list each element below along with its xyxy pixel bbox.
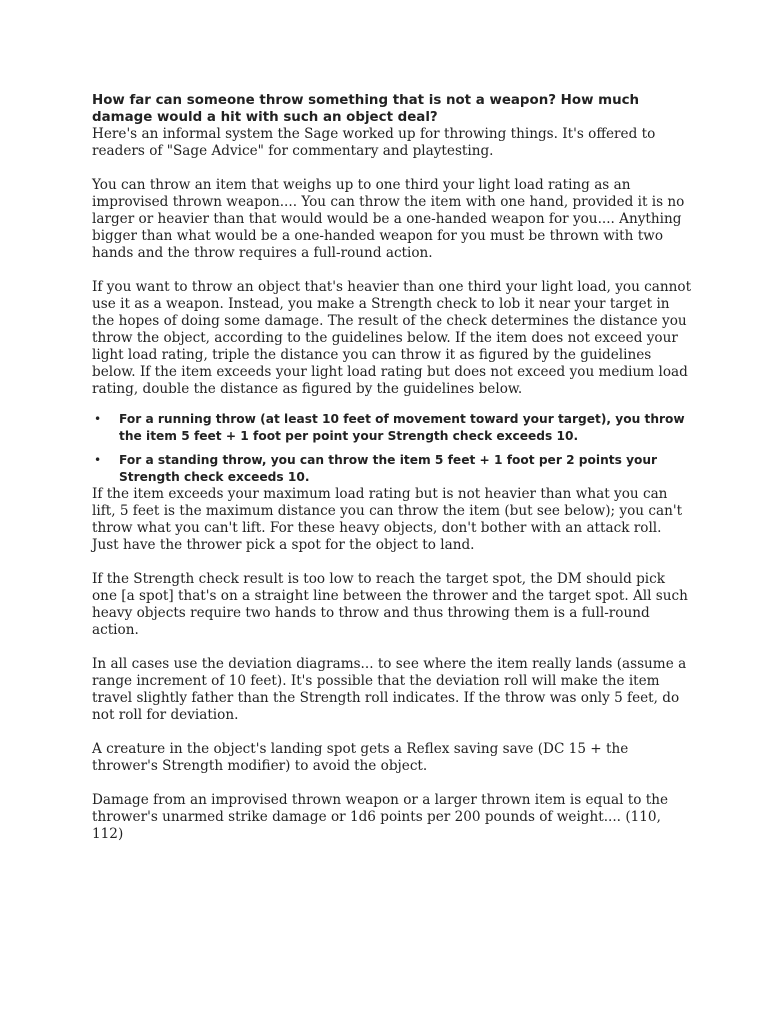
damage-paragraph: Damage from an improvised thrown weapon or a larger thrown item is equal to the thrower's unarmed strike damage or 1d6 points per 200 pounds of weight.... (110, 112) [92, 792, 668, 842]
intro-paragraph: Here's an informal system the Sage worked up for throwing things. It's offered to readers of "Sage Advice" for commentary and playtesting. [92, 126, 656, 159]
standing-throw-rule: For a standing throw, you can throw the item 5 feet + 1 foot per 2 points your Strength check exceeds 10. [119, 453, 658, 484]
running-throw-rule: For a running throw (at least 10 feet of movement toward your target), you throw the item 5 feet + 1 foot per point your Strength check exceeds 10. [119, 412, 685, 443]
throw-rules-list [92, 411, 692, 486]
bullet-icon: • [94, 412, 102, 426]
heavy-object-paragraph: If the item exceeds your maximum load rating but is not heavier than what you can lift, 5 feet is the maximum distance you can throw the item (but see below); you can't throw what you can't lift. For these heavy objects, don't bother with an attack roll. Just have the thrower pick a spot for the object to land. [92, 486, 683, 553]
question-heading: How far can someone throw something that is not a weapon? How much damage would a hit with such an object deal? [92, 93, 640, 125]
low-strength-paragraph: If the Strength check result is too low to reach the target spot, the DM should pick one [a spot] that's on a straight line between the thrower and the target spot. All such heavy objects require two hands to throw and thus throwing them is a full-round action. [92, 571, 688, 638]
list-item [92, 411, 692, 445]
deviation-paragraph: In all cases use the deviation diagrams... to see where the item really lands (assume a range increment of 10 feet). It's possible that the deviation roll will make the item travel slightly father than the Strength roll indicates. If the throw was only 5 feet, do not roll for deviation. [92, 656, 687, 723]
strength-check-paragraph: If you want to throw an object that's heavier than one third your light load, you cannot use it as a weapon. Instead, you make a Strength check to lob it near your target in the hopes of doing some damage. The result of the check determines the distance you throw the object, according to the guidelines below. If the item does not exceed your light load rating, triple the distance you can throw it as figured by the guidelines below. If the item exceeds your light load rating but does not exceed you medium load rating, double the distance as figured by the guidelines below. [92, 279, 692, 397]
document-page [92, 92, 692, 860]
list-item [92, 452, 692, 486]
improvised-weapon-paragraph: You can throw an item that weighs up to one third your light load rating as an improvised thrown weapon.... You can throw the item with one hand, provided it is no larger or heavier than that would would be a one-handed weapon for you.... Anything bigger than what would be a one-handed weapon for you must be thrown with two hands and the throw requires a full-round action. [92, 177, 685, 261]
reflex-save-paragraph: A creature in the object's landing spot gets a Reflex saving save (DC 15 + the thrower's Strength modifier) to avoid the object. [92, 741, 629, 774]
bullet-icon: • [94, 453, 102, 467]
